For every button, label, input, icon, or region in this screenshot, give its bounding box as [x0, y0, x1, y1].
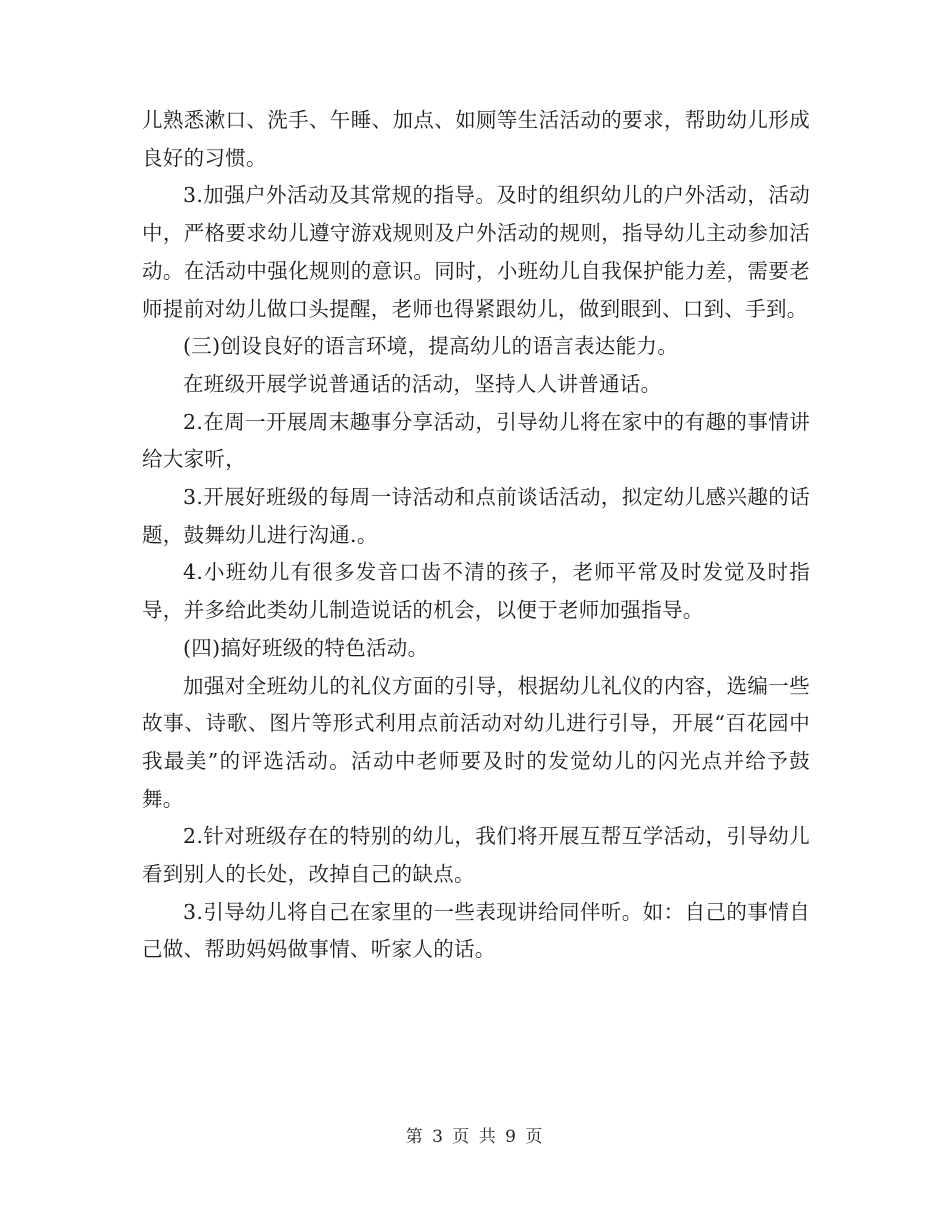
paragraph-11: 3.引导幼儿将自己在家里的一些表现讲给同伴听。如：自己的事情自己做、帮助妈妈做事情、听家人的话。: [142, 899, 810, 962]
paragraph-9: 加强对全班幼儿的礼仪方面的引导，根据幼儿礼仪的内容，选编一些故事、诗歌、图片等形式利用点前活动对幼儿进行引导，开展“百花园中我最美”的评选活动。活动中老师要及时的发觉幼儿的闪光点并给予鼓舞。: [142, 673, 810, 811]
paragraph-10: 2.针对班级存在的特别的幼儿，我们将开展互帮互学活动，引导幼儿看到别人的长处，改掉自己的缺点。: [142, 824, 810, 887]
paragraph-6: 3.开展好班级的每周一诗活动和点前谈话活动，拟定幼儿感兴趣的话题，鼓舞幼儿进行沟通.。: [142, 485, 810, 547]
paragraph-7: 4.小班幼儿有很多发音口齿不清的孩子，老师平常及时发觉及时指导，并多给此类幼儿制造说话的机会，以便于老师加强指导。: [142, 560, 810, 623]
paragraph-4: 在班级开展学说普通话的活动，坚持人人讲普通话。: [183, 371, 662, 396]
paragraph-5: 2.在周一开展周末趣事分享活动，引导幼儿将在家中的有趣的事情讲给大家听，: [142, 409, 810, 472]
document-body: [142, 102, 810, 969]
section-heading-3: (三)创设良好的语言环境，提高幼儿的语言表达能力。: [183, 334, 678, 359]
page-number-footer: 第 3 页 共 9 页: [405, 1127, 545, 1147]
section-heading-4: (四)搞好班级的特色活动。: [183, 635, 429, 660]
paragraph-1: 儿熟悉漱口、洗手、午睡、加点、如厕等生活活动的要求，帮助幼儿形成良好的习惯。: [142, 108, 810, 170]
paragraph-2: 3.加强户外活动及其常规的指导。及时的组织幼儿的户外活动，活动中，严格要求幼儿遵守游戏规则及户外活动的规则，指导幼儿主动参加活动。在活动中强化规则的意识。同时，小班幼儿自我保护能力差，需要老师提前对幼儿做口头提醒，老师也得紧跟幼儿，做到眼到、口到、手到。: [142, 183, 810, 321]
